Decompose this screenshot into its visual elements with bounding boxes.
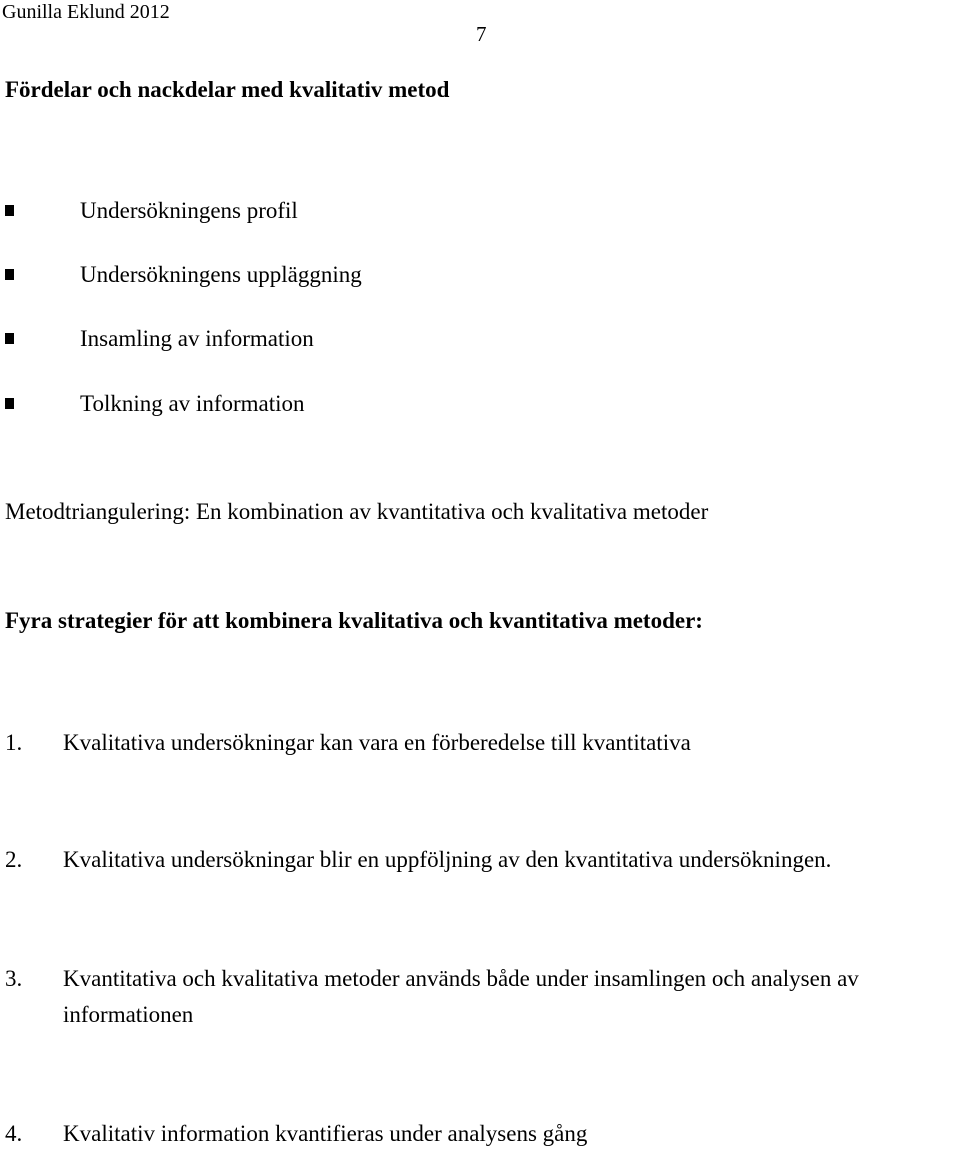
square-bullet-icon	[5, 333, 14, 344]
strategy-text: Kvalitativa undersökningar kan vara en förberedelse till kvantitativa	[63, 730, 691, 755]
list-item	[0, 390, 700, 420]
strategy-text: Kvantitativa och kvalitativa metoder används både under insamlingen och analysen av informationen	[63, 966, 859, 1027]
list-item	[0, 325, 700, 355]
list-item-label: Tolkning av information	[80, 391, 305, 416]
square-bullet-icon	[5, 398, 14, 409]
list-item-label: Undersökningens uppläggning	[80, 262, 362, 287]
strategy-number: 3.	[5, 966, 23, 991]
strategy-text: Kvalitativ information kvantifieras under analysens gång	[63, 1121, 588, 1146]
strategy-number: 4.	[5, 1121, 23, 1146]
page-number: 7	[476, 22, 487, 46]
list-item	[0, 261, 700, 291]
section-title: Fördelar och nackdelar med kvalitativ metod	[5, 77, 450, 102]
strategy-number: 2.	[5, 847, 23, 872]
square-bullet-icon	[5, 269, 14, 280]
triangulation-definition: Metodtriangulering: En kombination av kvantitativa och kvalitativa metoder	[5, 499, 709, 524]
strategies-heading: Fyra strategier för att kombinera kvalitativa och kvantitativa metoder:	[5, 608, 703, 633]
header-author: Gunilla Eklund 2012	[2, 1, 170, 23]
list-item	[0, 197, 700, 227]
square-bullet-icon	[5, 205, 14, 216]
list-item-label: Insamling av information	[80, 326, 314, 351]
strategy-text: Kvalitativa undersökningar blir en uppföljning av den kvantitativa undersökningen.	[63, 847, 832, 872]
strategy-number: 1.	[5, 730, 23, 755]
list-item-label: Undersökningens profil	[80, 198, 298, 223]
